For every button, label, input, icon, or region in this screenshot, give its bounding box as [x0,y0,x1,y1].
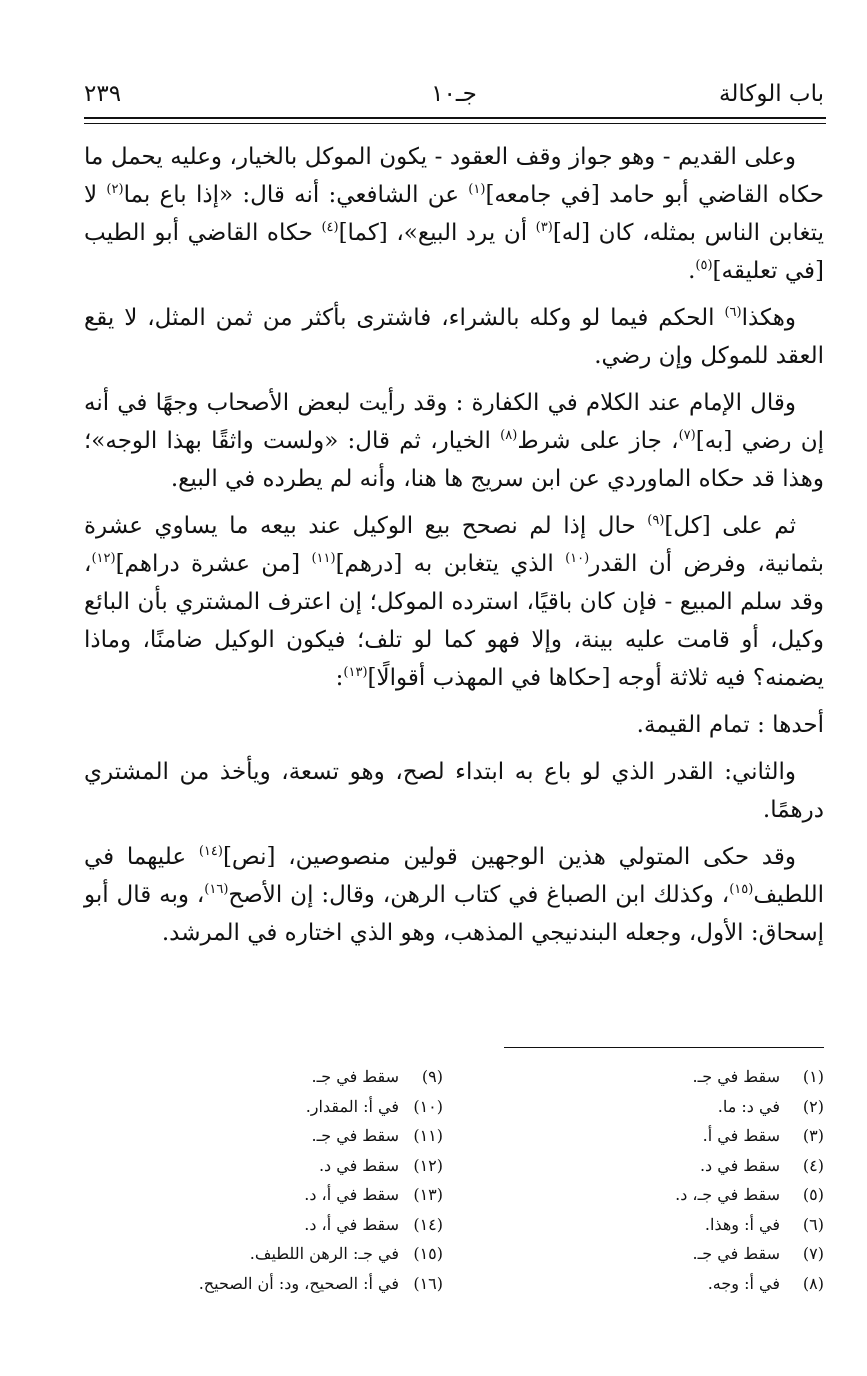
footnote-marker: (٥) [695,258,713,273]
footnote-text: سقط في جـ. [311,1067,399,1086]
paragraph [84,507,824,697]
volume-label: جـ١٠ [431,81,477,107]
footnote-number: (١٠) [413,1096,443,1116]
footnote-number: (١٣) [413,1185,443,1204]
text-segment: : [335,665,344,691]
footnote-item [153,1269,443,1299]
footnote-number: (٩) [421,1067,443,1086]
text-segment: وعلى القديم - وهو جواز وقف العقود - يكون الموكل بالخيار، وعليه يحمل ما حكاه القاضي أبو حامد [في جامعه] [84,144,824,208]
footnote-item [153,1180,443,1210]
footnote-number: (١٦) [413,1273,443,1293]
text-segment: وهكذا [741,305,796,331]
footnote-marker: (٢) [106,182,124,197]
footnote-item [153,1151,443,1181]
text-segment: الحكم فيما لو وكله بالشراء، فاشترى بأكثر من ثمن المثل، لا يقع العقد للموكل وإن رضي. [84,305,824,369]
paragraph [84,138,824,290]
paragraph [84,299,824,375]
footnote-text: سقط في جـ. [311,1126,399,1145]
paragraph [84,706,824,744]
footnote-number: (٦) [802,1214,824,1234]
footnote-item [534,1210,824,1240]
footnote-item [534,1151,824,1181]
text-segment: حكاه القاضي أبو الطيب [في تعليقه] [84,220,824,284]
footnote-number: (٥) [802,1185,824,1204]
paragraph [84,753,824,829]
footnote-text: في د: ما. [717,1096,780,1116]
footnote-marker: (٨) [500,428,518,443]
footnote-number: (٢) [802,1096,824,1116]
footnote-number: (٨) [802,1273,824,1293]
paragraph [84,838,824,952]
footnote-number: (١٢) [413,1155,443,1175]
footnote-marker: (٦) [724,305,742,320]
footnote-text: سقط في جـ، د. [675,1185,780,1204]
footnote-number: (١٤) [413,1214,443,1234]
main-text [84,138,824,961]
text-segment: [من عشرة دراهم] [115,551,312,577]
footnote-text: في جـ: الرهن اللطيف. [249,1244,399,1263]
footnote-marker: (٧) [678,428,696,443]
text-segment: عليهما في اللطيف [84,844,824,908]
footnote-text: في أ: وهذا. [704,1214,780,1234]
text-segment: ، وكذلك ابن الصباغ في كتاب الرهن، وقال: إن الأصح [228,882,730,908]
footnote-marker: (٩) [647,513,665,528]
footnote-item [534,1121,824,1151]
footnote-item [153,1121,443,1151]
text-segment: أحدها : تمام القيمة. [636,712,824,738]
footnote-item [153,1062,443,1092]
text-segment: لا يتغابن الناس بمثله، كان [له] [84,182,824,246]
header-rule-thin [84,123,826,124]
footnote-marker: (١٣) [343,665,368,680]
footnote-separator [504,1047,824,1048]
footnote-number: (١١) [413,1126,443,1145]
footnote-text: سقط في د. [318,1155,399,1175]
footnote-marker: (١٤) [198,844,223,859]
footnote-marker: (٤) [321,220,339,235]
text-segment: والثاني: القدر الذي لو باع به ابتداء لصح، وهو تسعة، ويأخذ من المشتري درهمًا. [84,759,824,823]
footnote-number: (١٥) [413,1244,443,1263]
text-segment: الذي يتغابن به [درهم] [335,551,566,577]
footnote-text: سقط في جـ. [692,1244,780,1263]
footnote-item [534,1239,824,1269]
page-number: ٢٣٩ [84,81,122,107]
text-segment: الخيار، ثم قال: «ولست واثقًا بهذا الوجه»؛ وهذا قد حكاه الماوردي عن ابن سريج ها هنا، وأنه لم يطرده في البيع. [84,428,824,492]
text-segment: أن يرد البيع»، [كما] [338,220,536,246]
text-segment: ، جاز على شرط [517,428,679,454]
running-header [84,78,824,114]
footnote-item [534,1180,824,1210]
footnotes-column-left [153,1062,443,1298]
footnote-item [534,1269,824,1299]
footnote-text: سقط في أ، د. [304,1214,399,1234]
footnote-marker: (١٥) [729,882,754,897]
paragraph [84,384,824,498]
header-rule-thick [84,117,826,119]
footnote-item [153,1210,443,1240]
text-segment: . [688,258,696,284]
footnote-marker: (١٠) [565,551,590,566]
footnote-marker: (١١) [311,551,336,566]
footnote-marker: (١٦) [204,882,229,897]
footnote-marker: (٣) [535,220,553,235]
text-segment: ثم على [كل] [664,513,796,539]
chapter-title: باب الوكالة [719,81,824,107]
footnote-number: (٧) [802,1244,824,1263]
footnote-number: (٣) [802,1126,824,1145]
text-segment: عن الشافعي: أنه قال: «إذا باع بما [123,182,469,208]
text-segment: ، وقد سلم المبيع - فإن كان باقيًا، استرده الموكل؛ إن اعترف المشتري بأن البائع وكيل، أو قامت عليه بينة، وإلا فهو كما لو تلف؛ فيكون الوكيل ضامنًا، وماذا يضمنه؟ فيه ثلاثة أوجه [حكاها في المهذب أقوالًا] [84,551,824,691]
text-segment: وقد حكى المتولي هذين الوجهين قولين منصوصين، [نص] [222,844,796,870]
footnote-text: في أ: المقدار. [305,1096,399,1116]
footnote-text: سقط في د. [699,1155,780,1175]
footnote-item [534,1092,824,1122]
footnote-marker: (١٢) [91,551,116,566]
footnote-item [153,1239,443,1269]
footnote-number: (١) [802,1067,824,1086]
footnote-marker: (١) [468,182,486,197]
footnote-number: (٤) [802,1155,824,1175]
footnote-text: سقط في أ. [702,1126,780,1145]
text-segment: وقال الإمام عند الكلام في الكفارة : وقد رأيت لبعض الأصحاب وجهًا في أنه إن رضي [به] [84,390,824,454]
footnote-item [534,1062,824,1092]
text-segment: ، وبه قال أبو إسحاق: الأول، وجعله البندنيجي المذهب، وهو الذي اختاره في المرشد. [84,882,824,946]
footnote-text: في أ: الصحيح، ود: أن الصحيح. [198,1273,399,1293]
footnote-item [153,1092,443,1122]
footnotes-column-right [534,1062,824,1298]
footnote-text: في أ: وجه. [707,1273,780,1293]
footnote-text: سقط في جـ. [692,1067,780,1086]
footnote-text: سقط في أ، د. [304,1185,399,1204]
text-segment: حال إذا لم نصحح بيع الوكيل عند بيعه ما يساوي عشرة بثمانية، وفرض أن القدر [84,513,824,577]
